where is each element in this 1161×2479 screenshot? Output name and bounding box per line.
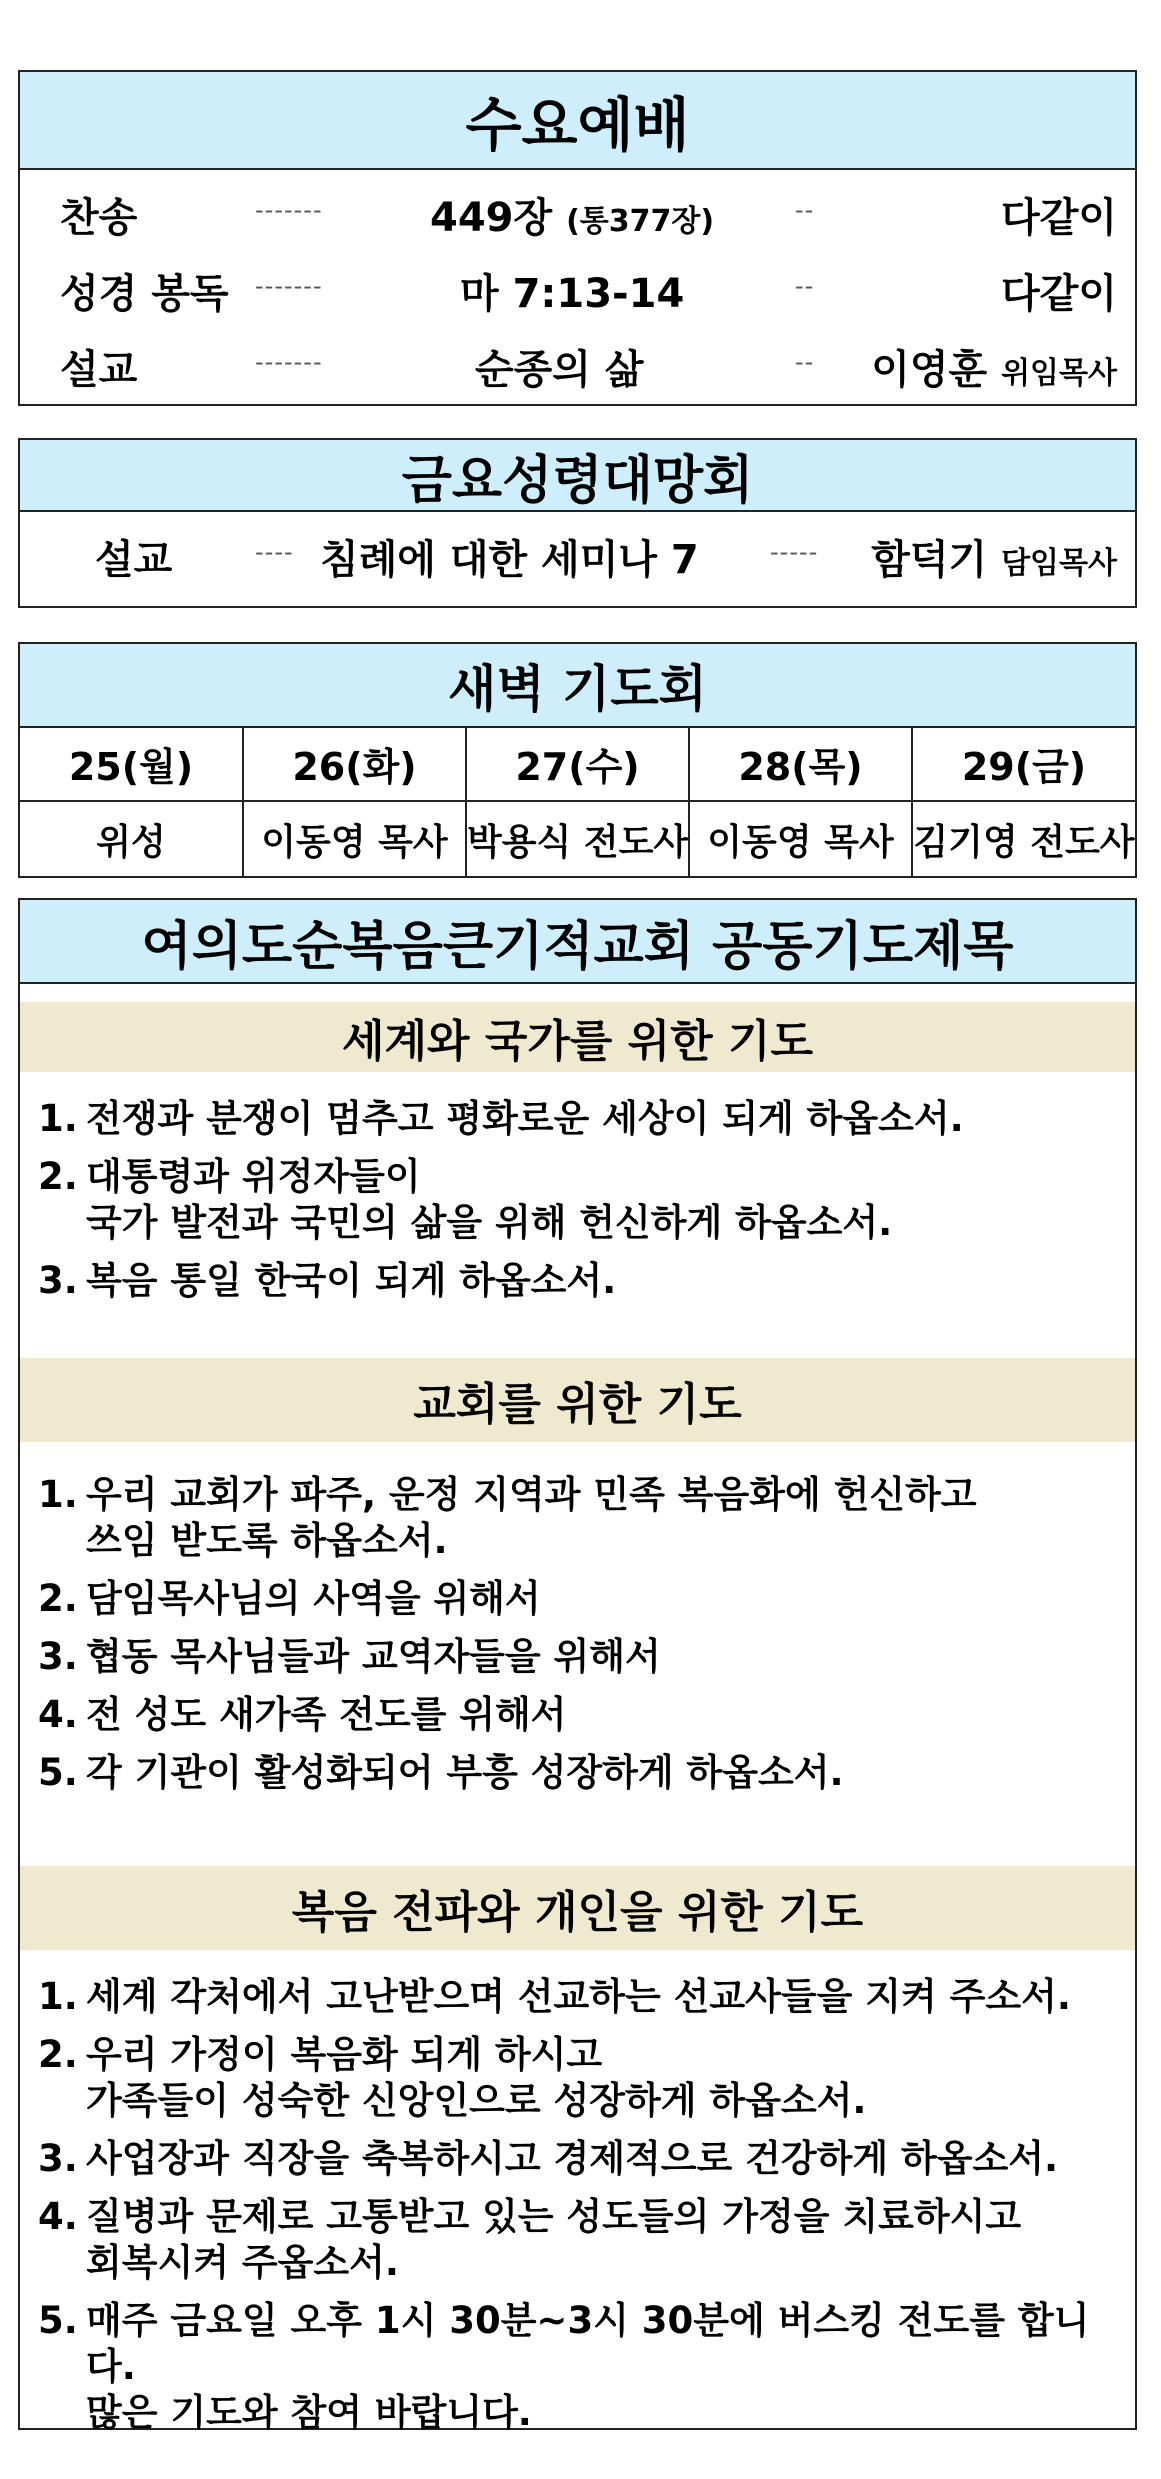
wednesday-row-reading xyxy=(20,262,1135,317)
dawn-day: 25(월) xyxy=(20,726,243,801)
wednesday-service-title: 수요예배 xyxy=(20,72,1135,170)
dawn-leader: 김기영 전도사 xyxy=(912,801,1135,876)
row-by: 다같이 xyxy=(1001,271,1117,317)
prayer-topics-title: 여의도순복음큰기적교회 공동기도제목 xyxy=(20,900,1135,984)
row-label: 설교 xyxy=(95,537,173,583)
row-content: 449장 (통377장) xyxy=(430,195,715,241)
row-by: 함덕기 담임목사 xyxy=(871,537,1117,583)
dawn-leader: 박용식 전도사 xyxy=(466,801,689,876)
row-dash: ------- xyxy=(255,348,323,376)
list-item: 4. 전 성도 새가족 전도를 위해서 xyxy=(38,1693,567,1736)
dawn-day: 27(수) xyxy=(466,726,689,801)
wednesday-service-box xyxy=(18,70,1137,406)
row-dash: ------- xyxy=(255,196,323,224)
prayer-list-nation xyxy=(38,1096,1125,1316)
row-label: 찬송 xyxy=(60,195,138,241)
list-item: 2. 담임목사님의 사역을 위해서 xyxy=(38,1577,541,1620)
list-item: 3. 복음 통일 한국이 되게 하옵소서. xyxy=(38,1259,617,1302)
list-item: 5. 각 기관이 활성화되어 부흥 성장하게 하옵소서. xyxy=(38,1751,844,1794)
section-heading: 세계와 국가를 위한 기도 xyxy=(20,1002,1135,1072)
dawn-schedule-table xyxy=(20,726,1135,876)
dawn-leader: 이동영 목사 xyxy=(689,801,912,876)
row-label: 설교 xyxy=(60,347,138,393)
row-content: 마 7:13-14 xyxy=(460,271,685,317)
row-dash: ----- xyxy=(770,538,819,566)
dawn-leader: 이동영 목사 xyxy=(243,801,466,876)
list-item: 3. 사업장과 직장을 축복하시고 경제적으로 건강하게 하옵소서. xyxy=(38,2137,1059,2180)
prayer-list-personal xyxy=(38,1974,1125,2448)
row-content: 침례에 대한 세미나 7 xyxy=(320,537,699,583)
section-heading: 교회를 위한 기도 xyxy=(20,1358,1135,1442)
dawn-day: 28(목) xyxy=(689,726,912,801)
row-dash: ---- xyxy=(255,538,294,566)
dawn-leaders-row xyxy=(20,801,1135,876)
section-heading: 복음 전파와 개인을 위한 기도 xyxy=(20,1866,1135,1950)
row-dash: -- xyxy=(795,196,815,224)
row-by: 다같이 xyxy=(1001,195,1117,241)
row-dash: -- xyxy=(795,348,815,376)
list-item: 1. 전쟁과 분쟁이 멈추고 평화로운 세상이 되게 하옵소서. xyxy=(38,1097,964,1140)
row-content: 순종의 삶 xyxy=(475,347,644,393)
dawn-day: 29(금) xyxy=(912,726,1135,801)
friday-service-title: 금요성령대망회 xyxy=(20,440,1135,512)
row-label: 성경 봉독 xyxy=(60,271,229,317)
list-item: 2. 대통령과 위정자들이 국가 발전과 국민의 삶을 위해 헌신하게 하옵소서. xyxy=(38,1155,893,1244)
friday-service-box xyxy=(18,438,1137,608)
list-item: 2. 우리 가정이 복음화 되게 하시고 가족들이 성숙한 신앙인으로 성장하게 하옵소서. xyxy=(38,2033,867,2122)
list-item: 1. 세계 각처에서 고난받으며 선교하는 선교사들을 지켜 주소서. xyxy=(38,1975,1071,2018)
row-by: 이영훈 위임목사 xyxy=(871,347,1117,393)
friday-row-sermon xyxy=(20,528,1135,583)
list-item: 4. 질병과 문제로 고통받고 있는 성도들의 가정을 치료하시고 회복시켜 주옵소서. xyxy=(38,2195,1022,2284)
row-dash: ------- xyxy=(255,272,323,300)
list-item: 5. 매주 금요일 오후 1시 30분~3시 30분에 버스킹 전도를 합니다. 많은 기도와 참여 바랍니다. xyxy=(38,2299,1090,2434)
wednesday-row-hymn xyxy=(20,186,1135,241)
dawn-day: 26(화) xyxy=(243,726,466,801)
dawn-prayer-box xyxy=(18,642,1137,878)
dawn-days-row xyxy=(20,726,1135,801)
dawn-prayer-title: 새벽 기도회 xyxy=(20,644,1135,728)
row-dash: -- xyxy=(795,272,815,300)
list-item: 3. 협동 목사님들과 교역자들을 위해서 xyxy=(38,1635,661,1678)
prayer-topics-box xyxy=(18,898,1137,2434)
dawn-leader: 위성 xyxy=(20,801,243,876)
list-item: 1. 우리 교회가 파주, 운정 지역과 민족 복음화에 헌신하고 쓰임 받도록 하옵소서. xyxy=(38,1473,977,1562)
prayer-list-church xyxy=(38,1472,1125,1808)
wednesday-row-sermon xyxy=(20,338,1135,393)
